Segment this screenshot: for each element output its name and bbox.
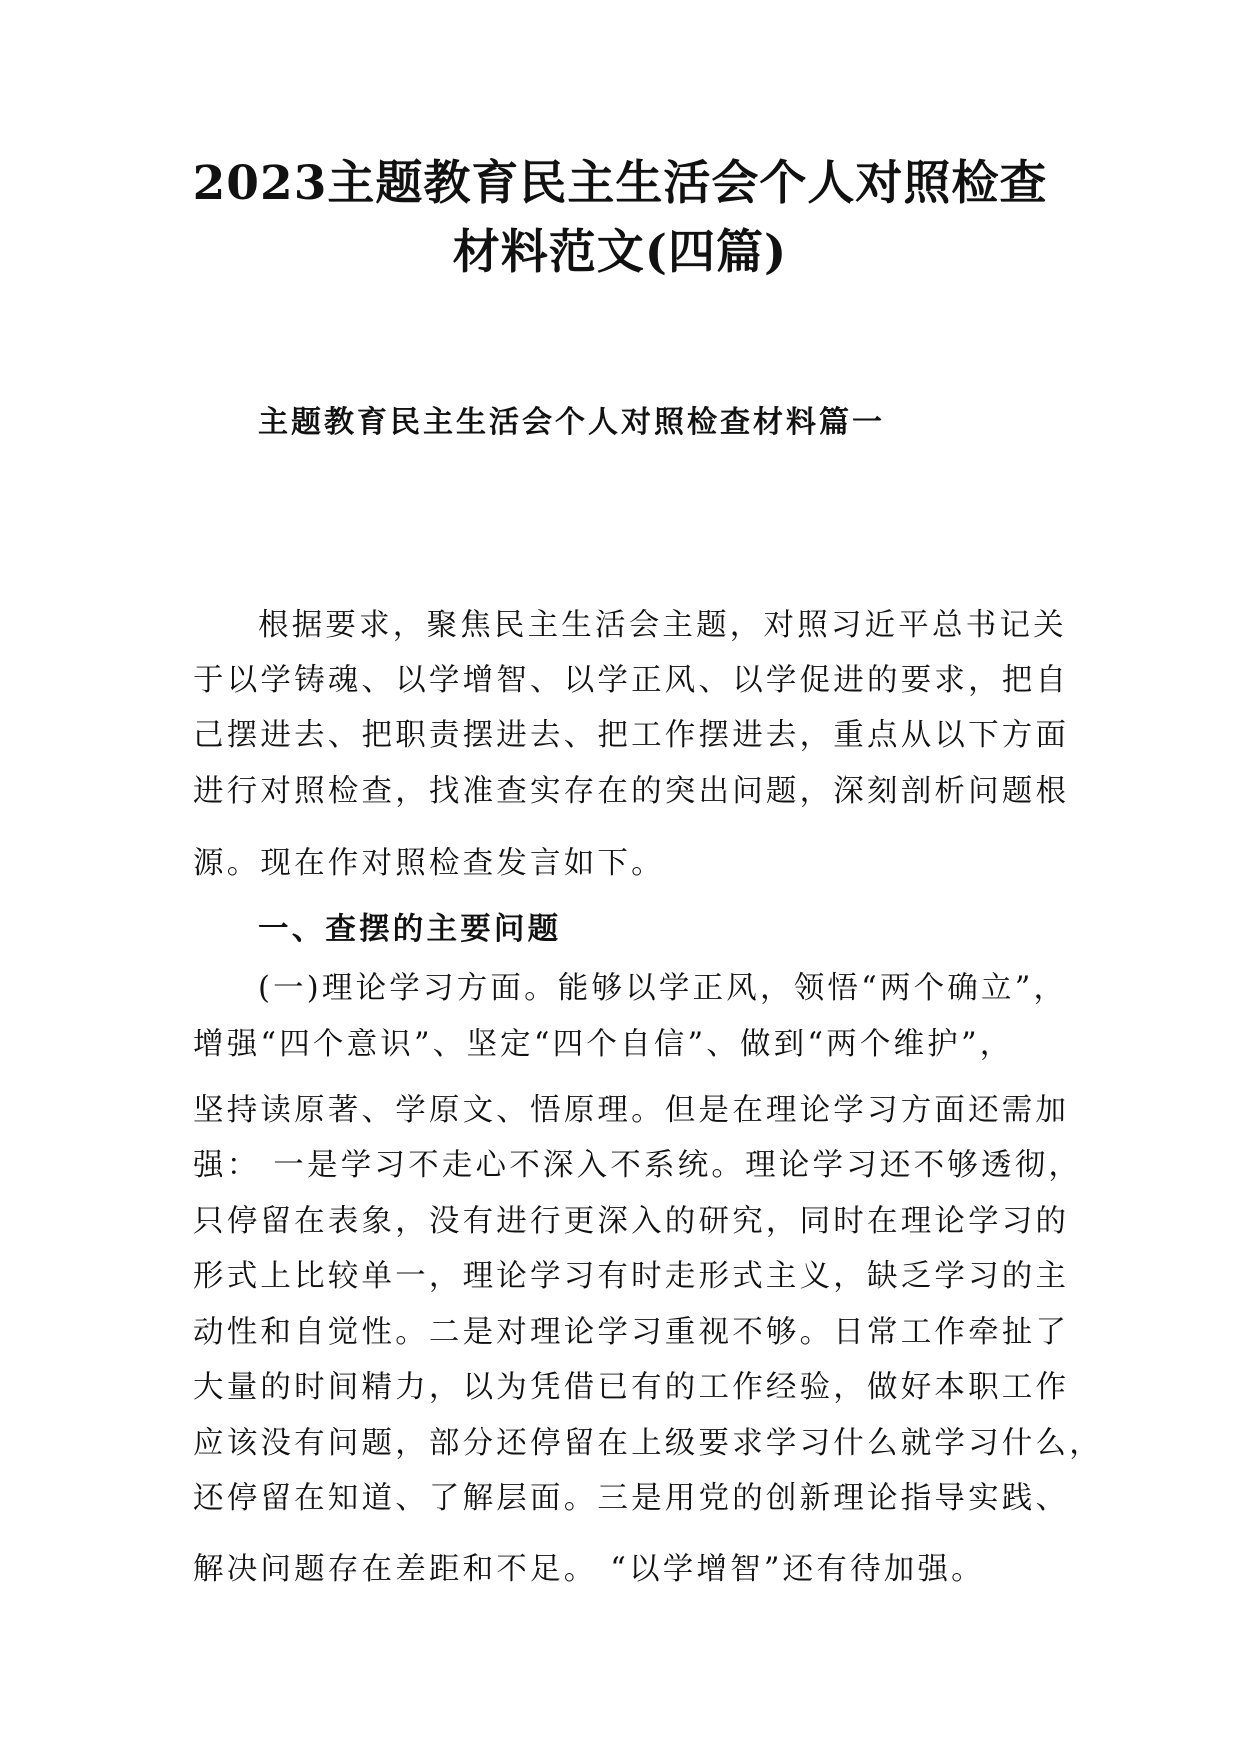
body-paragraph-line: 形式上比较单一，理论学习有时走形式主义，缺乏学习的主 (193, 1259, 1070, 1294)
intro-paragraph-line: 己摆进去、把职责摆进去、把工作摆进去，重点从以下方面 (193, 718, 1070, 753)
body-paragraph-line: 解决问题存在差距和不足。 “以学增智”还有待加强。 (193, 1552, 985, 1587)
intro-paragraph-line: 进行对照检查，找准查实存在的突出问题，深刻剖析问题根 (193, 774, 1070, 809)
intro-paragraph-line: 源。现在作对照检查发言如下。 (193, 846, 665, 881)
body-paragraph-line: 增强“四个意识”、坚定“四个自信”、做到“两个维护”， (193, 1027, 1014, 1062)
body-paragraph-line: 应该没有问题，部分还停留在上级要求学习什么就学习什么， (193, 1426, 1103, 1461)
body-paragraph-line: 强： 一是学习不走心不深入不系统。理论学习还不够透彻， (193, 1148, 1083, 1183)
section-title: 主题教育民主生活会个人对照检查材料篇一 (258, 405, 885, 440)
body-paragraph-line: 只停留在表象，没有进行更深入的研究，同时在理论学习的 (193, 1204, 1070, 1239)
body-paragraph-line: (一)理论学习方面。能够以学正风，领悟“两个确立”， (258, 971, 1068, 1006)
body-paragraph-line: 还停留在知道、了解层面。三是用党的创新理论指导实践、 (193, 1481, 1070, 1516)
intro-paragraph-line: 根据要求，聚焦民主生活会主题，对照习近平总书记关 (258, 608, 1067, 643)
document-title-line-2: 材料范文(四篇) (452, 225, 788, 280)
intro-paragraph-line: 于以学铸魂、以学增智、以学正风、以学促进的要求，把自 (193, 663, 1070, 698)
body-paragraph-line: 动性和自觉性。二是对理论学习重视不够。日常工作牵扯了 (193, 1315, 1070, 1350)
document-title-line-1: 2023主题教育民主生活会个人对照检查 (192, 156, 1048, 211)
body-paragraph-line: 坚持读原著、学原文、悟原理。但是在理论学习方面还需加 (193, 1093, 1070, 1128)
body-paragraph-line: 大量的时间精力，以为凭借已有的工作经验，做好本职工作 (193, 1370, 1070, 1405)
heading-main-problems: 一、查摆的主要问题 (258, 911, 562, 947)
